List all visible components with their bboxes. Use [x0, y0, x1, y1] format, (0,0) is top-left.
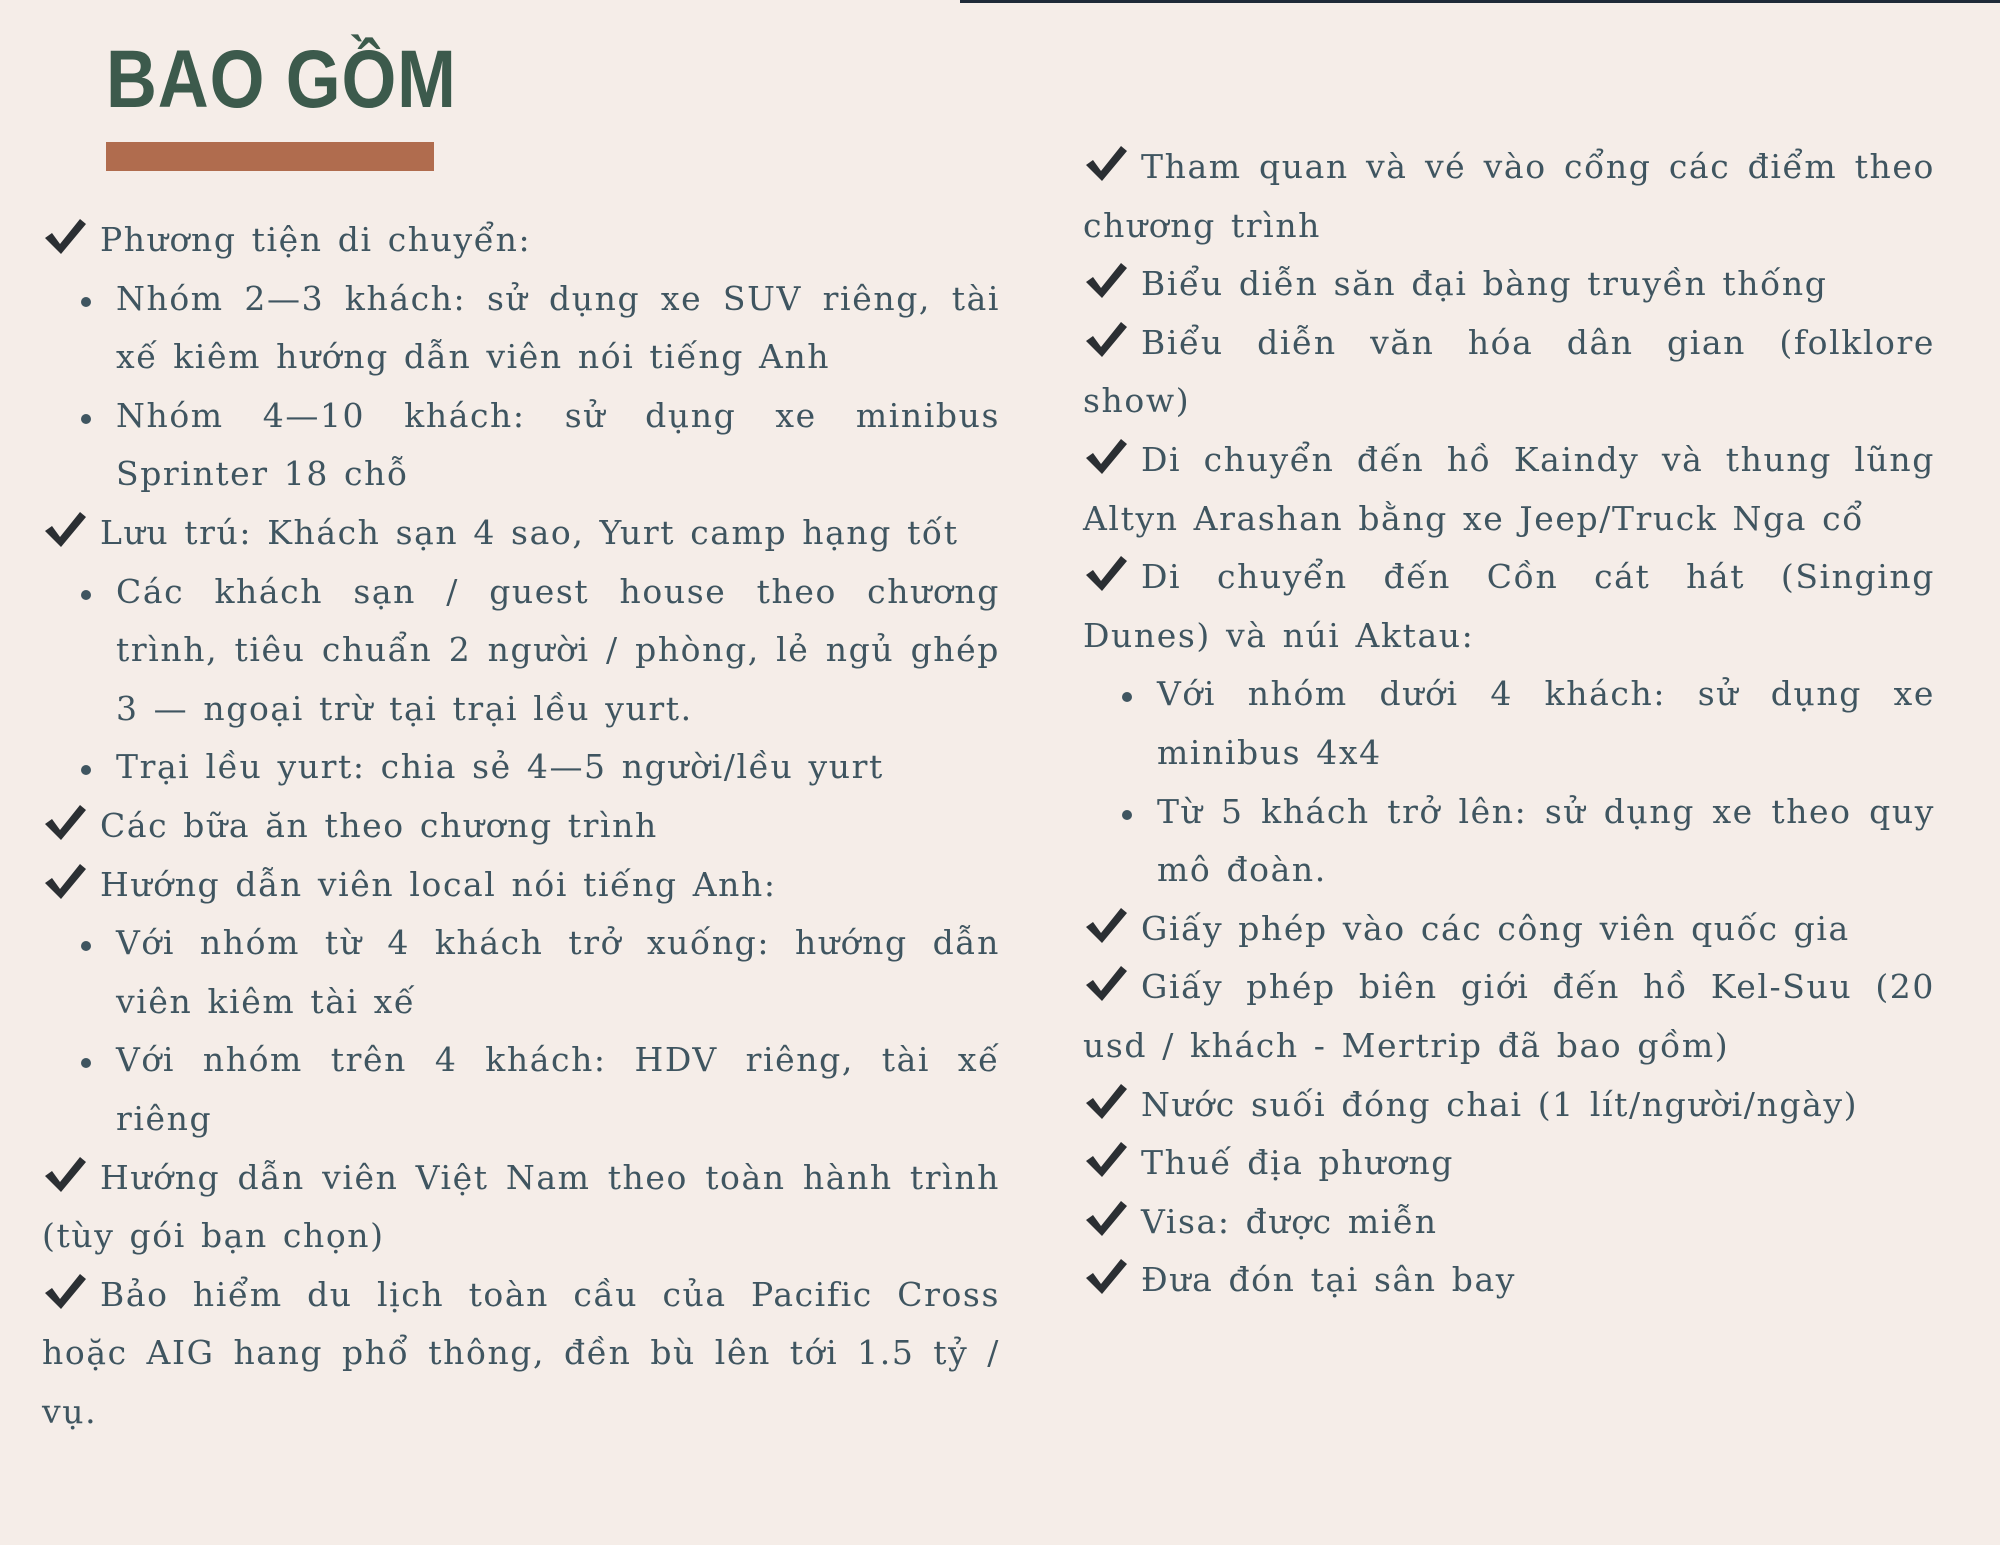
- included-item: [42, 1266, 1000, 1442]
- included-item: [1083, 1076, 1935, 1135]
- included-item-text: Lưu trú: Khách sạn 4 sao, Yurt camp hạng tốt: [100, 512, 959, 552]
- right-column: [1083, 138, 1935, 1310]
- included-item-text: Di chuyển đến Cồn cát hát (Singing Dunes) và núi Aktau:: [1083, 557, 1935, 655]
- included-item-text: Visa: được miễn: [1141, 1201, 1438, 1241]
- top-border-line: [960, 0, 2000, 3]
- included-item: [42, 504, 1000, 563]
- checkmark-icon: [42, 1154, 88, 1194]
- included-item-text: Di chuyển đến hồ Kaindy và thung lũng Altyn Arashan bằng xe Jeep/Truck Nga cổ: [1083, 439, 1935, 538]
- included-item-text: Giấy phép vào các công viên quốc gia: [1141, 908, 1850, 948]
- checkmark-icon: [1083, 963, 1129, 1003]
- checkmark-icon: [1083, 260, 1129, 300]
- included-item-text: Đưa đón tại sân bay: [1141, 1260, 1516, 1300]
- included-item: [42, 797, 1000, 856]
- included-item: [42, 1149, 1000, 1266]
- included-item: [1083, 900, 1935, 959]
- checkmark-icon: [42, 802, 88, 842]
- sub-list-item: Với nhóm từ 4 khách trở xuống: hướng dẫn viên kiêm tài xế: [116, 914, 1000, 1031]
- sub-list: [42, 914, 1000, 1148]
- checkmark-icon: [1083, 905, 1129, 945]
- page-title: BAO GỒM: [106, 34, 457, 125]
- checkmark-icon: [42, 509, 88, 549]
- included-item-text: Nước suối đóng chai (1 lít/người/ngày): [1141, 1084, 1859, 1124]
- checkmark-icon: [42, 861, 88, 901]
- included-item-text: Biểu diễn săn đại bàng truyền thống: [1141, 264, 1828, 304]
- left-column: [42, 211, 1000, 1441]
- included-item: [1083, 431, 1935, 548]
- included-item: [1083, 548, 1935, 665]
- included-item: [1083, 255, 1935, 314]
- sub-list: [42, 563, 1000, 797]
- checkmark-icon: [1083, 143, 1129, 183]
- included-item-text: Phương tiện di chuyển:: [100, 220, 532, 259]
- checkmark-icon: [42, 1271, 88, 1311]
- sub-list-item: Nhóm 4—10 khách: sử dụng xe minibus Sprinter 18 chỗ: [116, 387, 1000, 504]
- title-underline-bar: [106, 142, 434, 171]
- included-item: [1083, 1134, 1935, 1193]
- included-item-text: Bảo hiểm du lịch toàn cầu của Pacific Cross hoặc AIG hang phổ thông, đền bù lên tới 1.5 tỷ / vụ.: [42, 1274, 1000, 1431]
- sub-list-item: Với nhóm trên 4 khách: HDV riêng, tài xế riêng: [116, 1031, 1000, 1148]
- included-item: [1083, 1193, 1935, 1252]
- sub-list-item: Nhóm 2—3 khách: sử dụng xe SUV riêng, tài xế kiêm hướng dẫn viên nói tiếng Anh: [116, 270, 1000, 387]
- included-item: [1083, 1251, 1935, 1310]
- checkmark-icon: [1083, 319, 1129, 359]
- included-item-text: Các bữa ăn theo chương trình: [100, 805, 658, 845]
- included-item-text: Giấy phép biên giới đến hồ Kel-Suu (20 usd / khách - Mertrip đã bao gồm): [1083, 967, 1935, 1065]
- included-item: [1083, 958, 1935, 1075]
- checkmark-icon: [1083, 436, 1129, 476]
- sub-list-item: Trại lều yurt: chia sẻ 4—5 người/lều yurt: [116, 738, 1000, 797]
- included-item: [1083, 314, 1935, 431]
- checkmark-icon: [1083, 1256, 1129, 1296]
- included-item: [42, 211, 1000, 270]
- sub-list-item: Các khách sạn / guest house theo chương trình, tiêu chuẩn 2 người / phòng, lẻ ngủ ghép 3 — ngoại trừ tại trại lều yurt.: [116, 563, 1000, 739]
- checkmark-icon: [1083, 1081, 1129, 1121]
- included-item-text: Hướng dẫn viên local nói tiếng Anh:: [100, 864, 777, 904]
- checkmark-icon: [1083, 1198, 1129, 1238]
- included-item: [1083, 138, 1935, 255]
- included-item-text: Thuế địa phương: [1141, 1143, 1455, 1183]
- checkmark-icon: [42, 216, 88, 256]
- sub-list: [42, 270, 1000, 504]
- included-item: [42, 856, 1000, 915]
- sub-list-item: Với nhóm dưới 4 khách: sử dụng xe minibus 4x4: [1157, 665, 1935, 782]
- included-item-text: Hướng dẫn viên Việt Nam theo toàn hành trình (tùy gói bạn chọn): [42, 1157, 1000, 1256]
- sub-list: [1083, 665, 1935, 899]
- included-item-text: Biểu diễn văn hóa dân gian (folklore show): [1083, 322, 1935, 421]
- included-item-text: Tham quan và vé vào cổng các điểm theo chương trình: [1083, 147, 1935, 245]
- checkmark-icon: [1083, 1139, 1129, 1179]
- sub-list-item: Từ 5 khách trở lên: sử dụng xe theo quy mô đoàn.: [1157, 783, 1935, 900]
- checkmark-icon: [1083, 553, 1129, 593]
